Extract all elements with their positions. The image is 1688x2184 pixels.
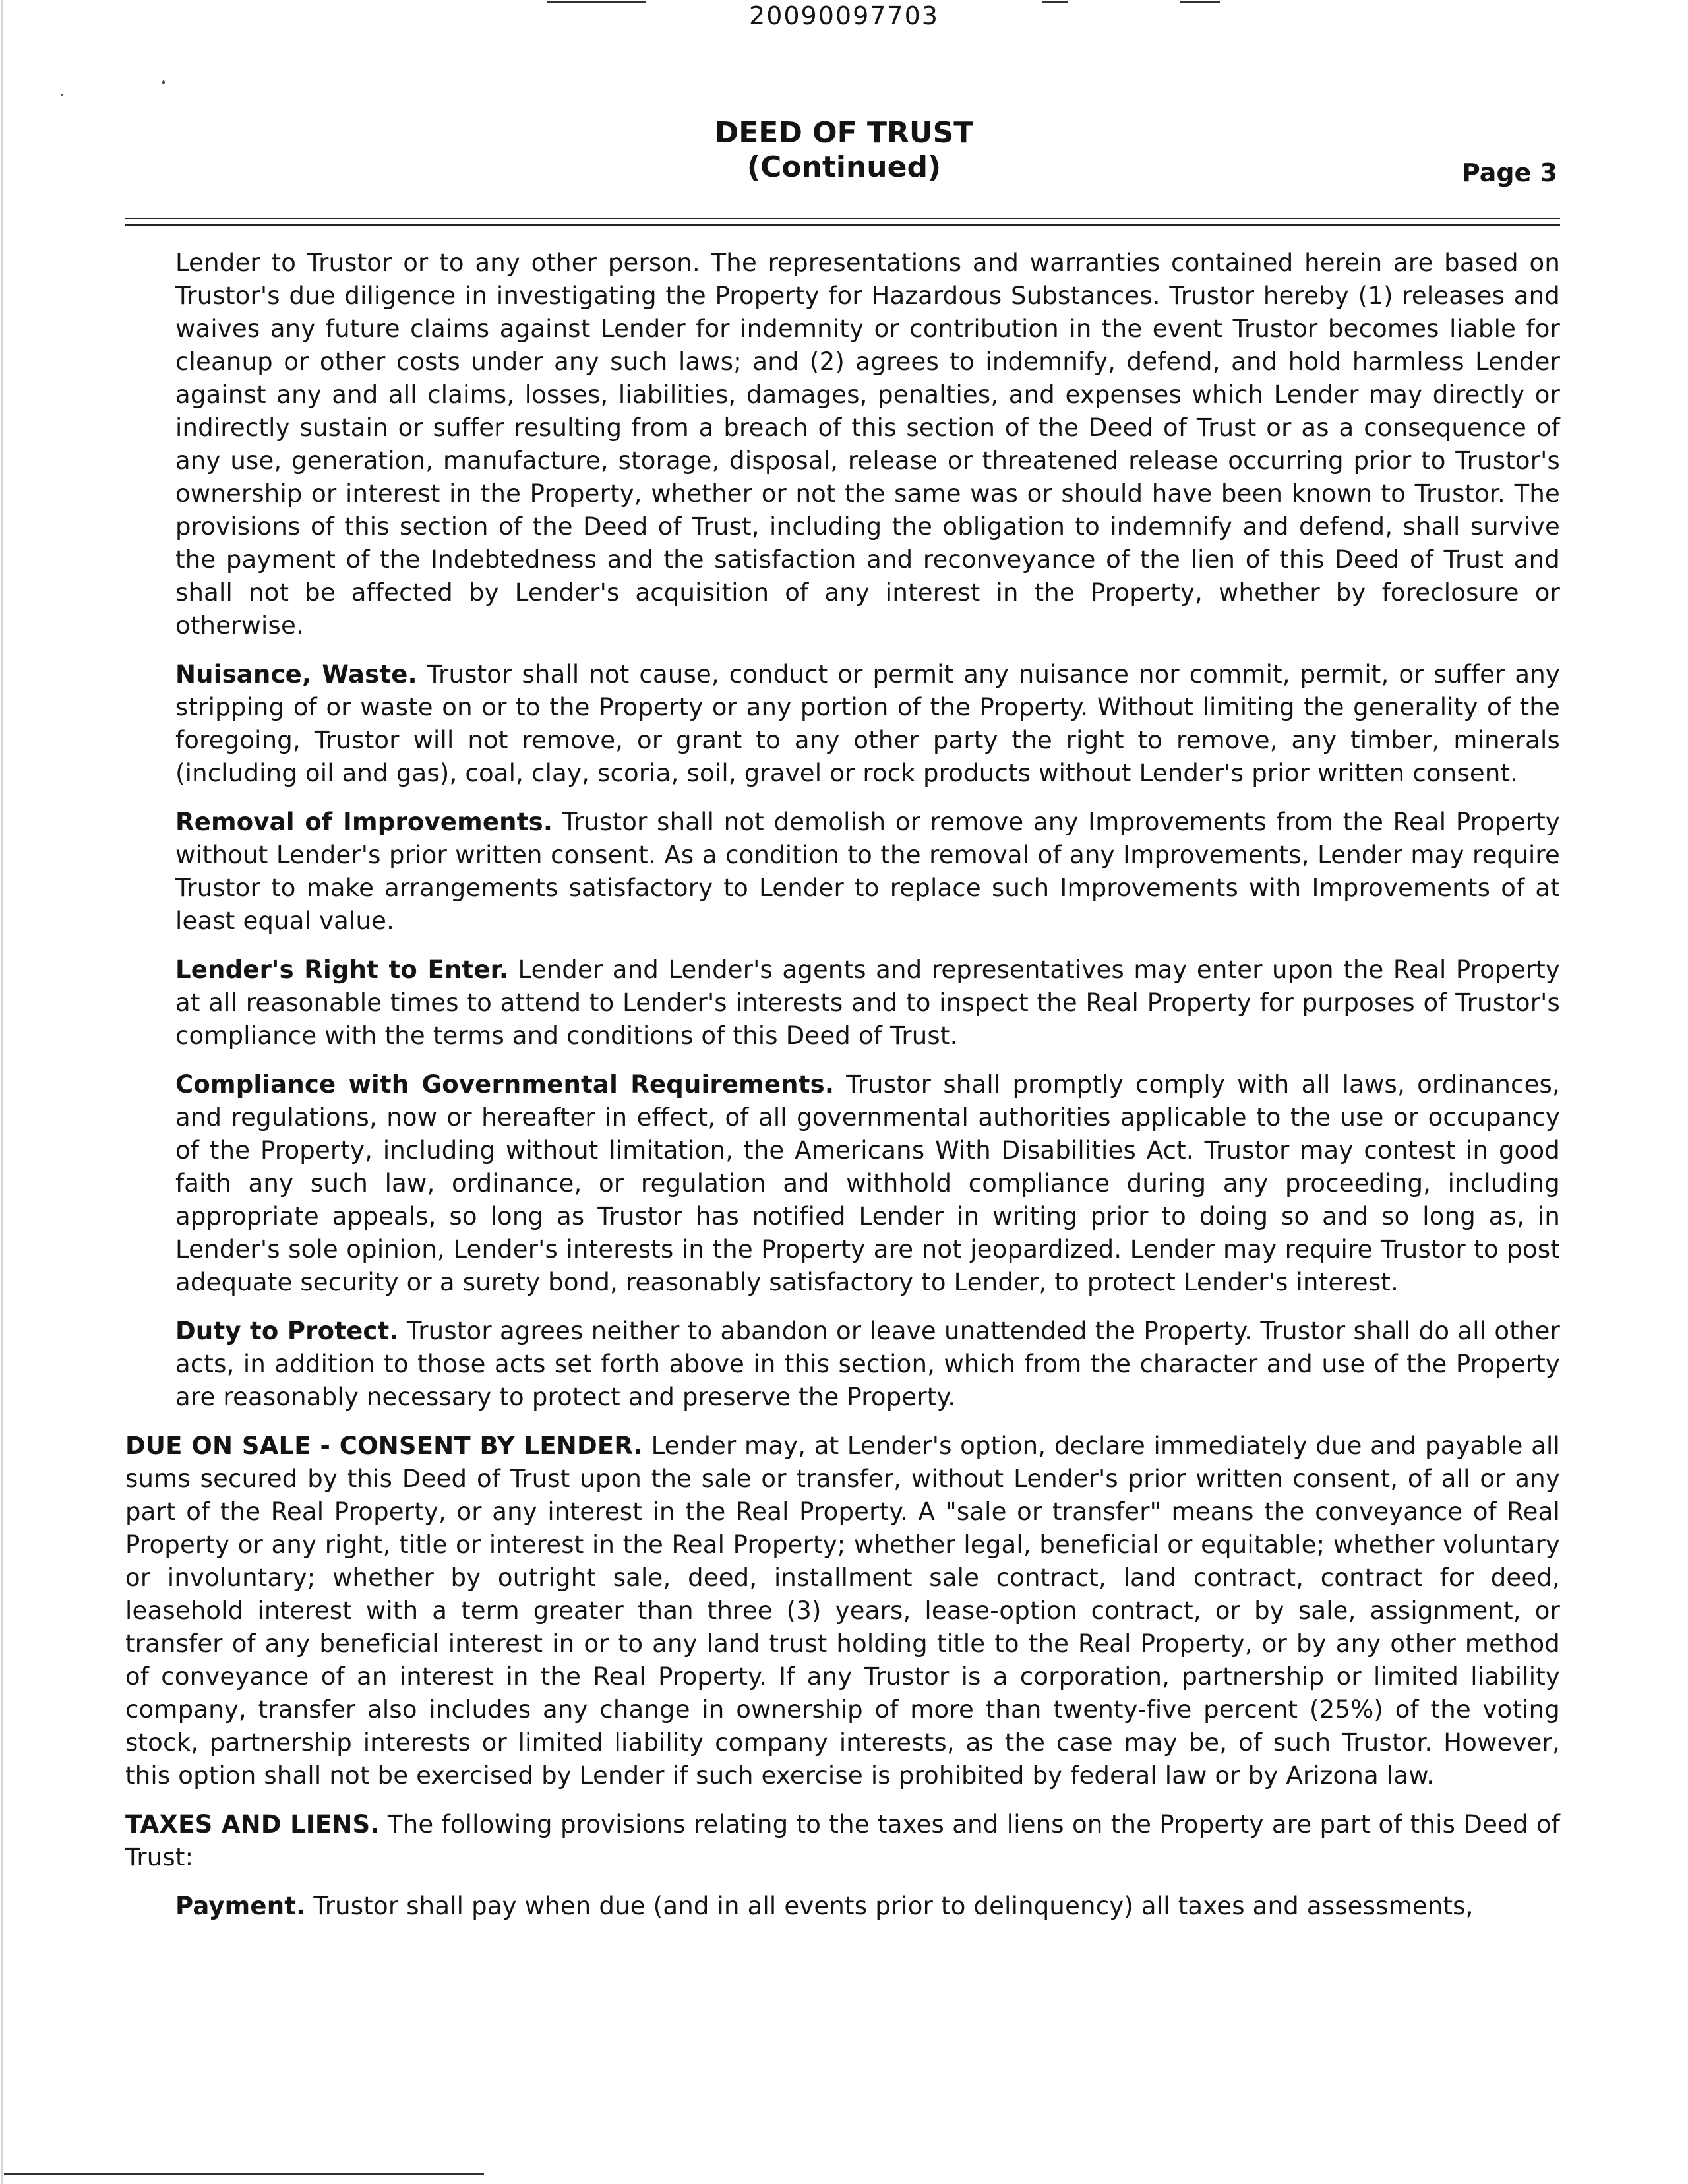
document-title: DEED OF TRUST (714, 116, 974, 150)
section-body: Trustor shall pay when due (and in all events prior to delinquency) all taxes and assessments, (313, 1892, 1474, 1920)
section-heading: Lender's Right to Enter. (175, 956, 509, 984)
section-heading: Compliance with Governmental Requirements. (175, 1070, 835, 1099)
paragraph-nuisance (125, 658, 1560, 790)
section-body: Trustor shall promptly comply with all laws, ordinances, and regulations, now or hereafter in effect, of all governmental authorities applicable to the use or occupancy of the Property, including without limitation, the Americans With Disabilities Act. Trustor may contest in good faith any such law, ordinance, or regulation and withhold compliance during any proceeding, including appropriate appeals, so long as Trustor has notified Lender in writing prior to doing so and so long as, in Lender's sole opinion, Lender's interests in the Property are not jeopardized. Lender may require Trustor to post adequate security or a surety bond, reasonably satisfactory to Lender, to protect Lender's interest. (175, 1070, 1560, 1296)
document-title-block (0, 116, 1688, 185)
section-heading: Removal of Improvements. (175, 808, 553, 836)
section-body: Trustor shall not cause, conduct or permit any nuisance nor commit, permit, or suffer any stripping of or waste on or to the Property or any portion of the Property. Without limiting the generality of the foregoing, Trustor will not remove, or grant to any other party the right to remove, any timber, minerals (including oil and gas), coal, clay, scoria, soil, gravel or rock products without Lender's prior written consent. (175, 660, 1561, 787)
scan-speck (61, 94, 63, 96)
paragraph-compliance (125, 1068, 1560, 1299)
section-body: Lender may, at Lender's option, declare immediately due and payable all sums secured by this Deed of Trust upon the sale or transfer, without Lender's prior written consent, of all or any part of the Real Property, or any interest in the Real Property. A "sale or transfer" means the conveyance of Real Property or any right, title or interest in the Real Property; whether legal, beneficial or equitable; whether voluntary or involuntary; whether by outright sale, deed, installment sale contract, land contract, contract for deed, leasehold interest with a term greater than three (3) years, lease-option contract, or by sale, assignment, or transfer of any beneficial interest in or to any land trust holding title to the Real Property, or by any other method of conveyance of an interest in the Real Property. If any Trustor is a corporation, partnership or limited liability company, transfer also includes any change in ownership of more than twenty-five percent (25%) of the voting stock, partnership interests or limited liability company interests, as the case may be, of such Trustor. However, this option shall not be exercised by Lender if such exercise is prohibited by federal law or by Arizona law. (125, 1432, 1560, 1790)
scan-speck (162, 80, 165, 84)
paragraph-payment (125, 1890, 1560, 1923)
paragraph-right-to-enter (125, 954, 1560, 1052)
header-rule (125, 218, 1560, 219)
document-subtitle: (Continued) (746, 150, 942, 184)
paragraph-duty-to-protect (125, 1315, 1560, 1414)
page-number: Page 3 (1461, 158, 1557, 187)
document-body (125, 247, 1560, 1939)
section-heading: TAXES AND LIENS. (125, 1810, 380, 1838)
paragraph-taxes-and-liens (125, 1808, 1560, 1874)
paragraph-due-on-sale (125, 1430, 1560, 1792)
section-heading: Nuisance, Waste. (175, 660, 417, 688)
section-heading: Payment. (175, 1892, 306, 1920)
section-heading: DUE ON SALE - CONSENT BY LENDER. (125, 1432, 643, 1460)
paragraph-hazardous-continued: Lender to Trustor or to any other person. The representations and warranties contained herein are based on Trustor's due diligence in investigating the Property for Hazardous Substances. Trustor hereby (1) releases and waives any future claims against Lender for indemnity or contribution in the event Trustor becomes liable for cleanup or other costs under any such laws; and (2) agrees to indemnify, defend, and hold harmless Lender against any and all claims, losses, liabilities, damages, penalties, and expenses which Lender may directly or indirectly sustain or suffer resulting from a breach of this section of the Deed of Trust or as a consequence of any use, generation, manufacture, storage, disposal, release or threatened release occurring prior to Trustor's ownership or interest in the Property, whether or not the same was or should have been known to Trustor. The provisions of this section of the Deed of Trust, including the obligation to indemnify and defend, shall survive the payment of the Indebtedness and the satisfaction and reconveyance of the lien of this Deed of Trust and shall not be affected by Lender's acquisition of any interest in the Property, whether by foreclosure or otherwise. (175, 249, 1560, 640)
section-body: The following provisions relating to the taxes and liens on the Property are part of this Deed of Trust: (125, 1810, 1561, 1871)
header-rule (125, 224, 1560, 226)
scan-left-edge (1, 0, 3, 2184)
paragraph-removal (125, 806, 1560, 938)
document-number: 20090097703 (749, 1, 939, 30)
section-heading: Duty to Protect. (175, 1317, 399, 1345)
scan-bottom-line (4, 2173, 484, 2175)
section-body: Lender and Lender's agents and representatives may enter upon the Real Property at all reasonable times to attend to Lender's interests and to inspect the Real Property for purposes of Trustor's compliance with the terms and conditions of this Deed of Trust. (175, 956, 1560, 1050)
section-body: Trustor shall not demolish or remove any Improvements from the Real Property without Lender's prior written consent. As a condition to the removal of any Improvements, Lender may require Trustor to make arrangements satisfactory to Lender to replace such Improvements with Improvements of at least equal value. (175, 808, 1560, 935)
section-body: Trustor agrees neither to abandon or leave unattended the Property. Trustor shall do all other acts, in addition to those acts set forth above in this section, which from the character and use of the Property are reasonably necessary to protect and preserve the Property. (175, 1317, 1560, 1411)
